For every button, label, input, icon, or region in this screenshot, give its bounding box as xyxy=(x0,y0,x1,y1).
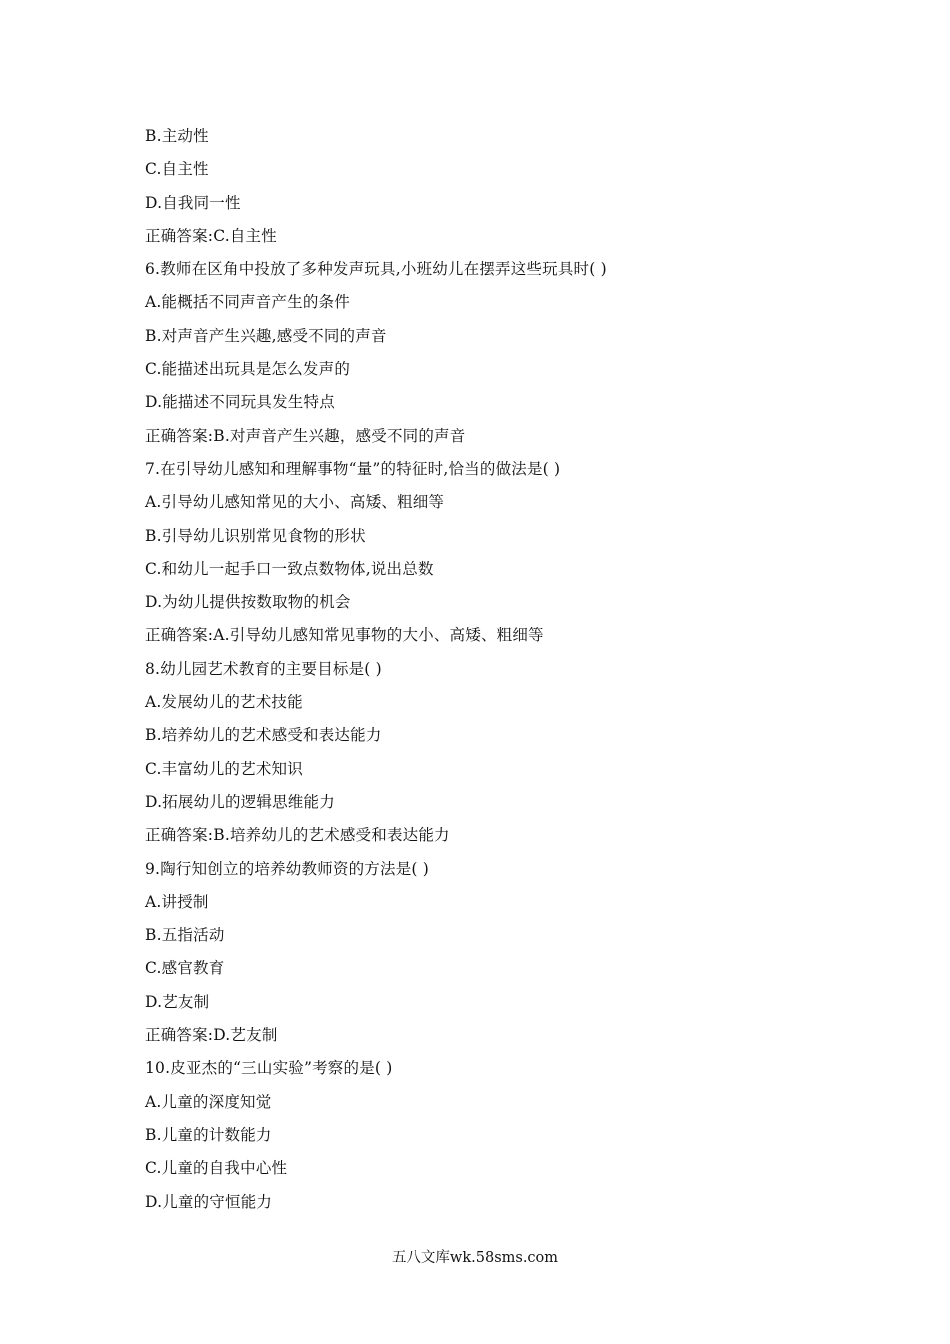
option-line: D.儿童的守恒能力 xyxy=(145,1192,273,1211)
option-line: A.讲授制 xyxy=(145,892,209,911)
option-line: D.为幼儿提供按数取物的机会 xyxy=(145,593,351,612)
document-body xyxy=(145,124,845,1223)
option-line: C.儿童的自我中心性 xyxy=(145,1159,288,1178)
option-line: D.拓展幼儿的逻辑思维能力 xyxy=(145,792,335,811)
option-line: B.引导幼儿识别常见食物的形状 xyxy=(145,526,366,545)
option-line: C.自主性 xyxy=(145,160,209,179)
option-line: B.主动性 xyxy=(145,127,209,145)
option-line: D.艺友制 xyxy=(145,992,210,1011)
option-line: C.和幼儿一起手口一致点数物体,说出总数 xyxy=(145,559,434,578)
answer-line: 正确答案:B.培养幼儿的艺术感受和表达能力 xyxy=(145,826,450,845)
question-line: 6.教师在区角中投放了多种发声玩具,小班幼儿在摆弄这些玩具时( ) xyxy=(145,260,607,279)
question-line: 7.在引导幼儿感知和理解事物“量”的特征时,恰当的做法是( ) xyxy=(145,459,561,478)
option-line: A.能概括不同声音产生的条件 xyxy=(145,293,350,312)
option-line: B.儿童的计数能力 xyxy=(145,1125,272,1144)
option-line: A.引导幼儿感知常见的大小、高矮、粗细等 xyxy=(145,493,445,512)
option-line: C.丰富幼儿的艺术知识 xyxy=(145,759,303,778)
question-line: 10.皮亚杰的“三山实验”考察的是( ) xyxy=(145,1059,393,1078)
answer-line: 正确答案:B.对声音产生兴趣，感受不同的声音 xyxy=(145,426,466,445)
option-line: A.发展幼儿的艺术技能 xyxy=(145,693,303,712)
option-line: C.感官教育 xyxy=(145,959,225,978)
option-line: B.培养幼儿的艺术感受和表达能力 xyxy=(145,726,382,745)
option-line: A.儿童的深度知觉 xyxy=(145,1092,272,1111)
option-line: D.自我同一性 xyxy=(145,193,241,212)
answer-line: 正确答案:C.自主性 xyxy=(145,226,277,245)
question-line: 8.幼儿园艺术教育的主要目标是( ) xyxy=(145,659,382,678)
page-footer: 五八文库wk.58sms.com xyxy=(391,1250,559,1266)
option-line: B.对声音产生兴趣,感受不同的声音 xyxy=(145,326,387,345)
option-line: C.能描述出玩具是怎么发声的 xyxy=(145,360,351,379)
question-line: 9.陶行知创立的培养幼教师资的方法是( ) xyxy=(145,859,430,878)
option-line: B.五指活动 xyxy=(145,926,225,945)
answer-line: 正确答案:D.艺友制 xyxy=(145,1026,278,1045)
answer-line: 正确答案:A.引导幼儿感知常见事物的大小、高矮、粗细等 xyxy=(145,626,544,645)
option-line: D.能描述不同玩具发生特点 xyxy=(145,393,335,412)
